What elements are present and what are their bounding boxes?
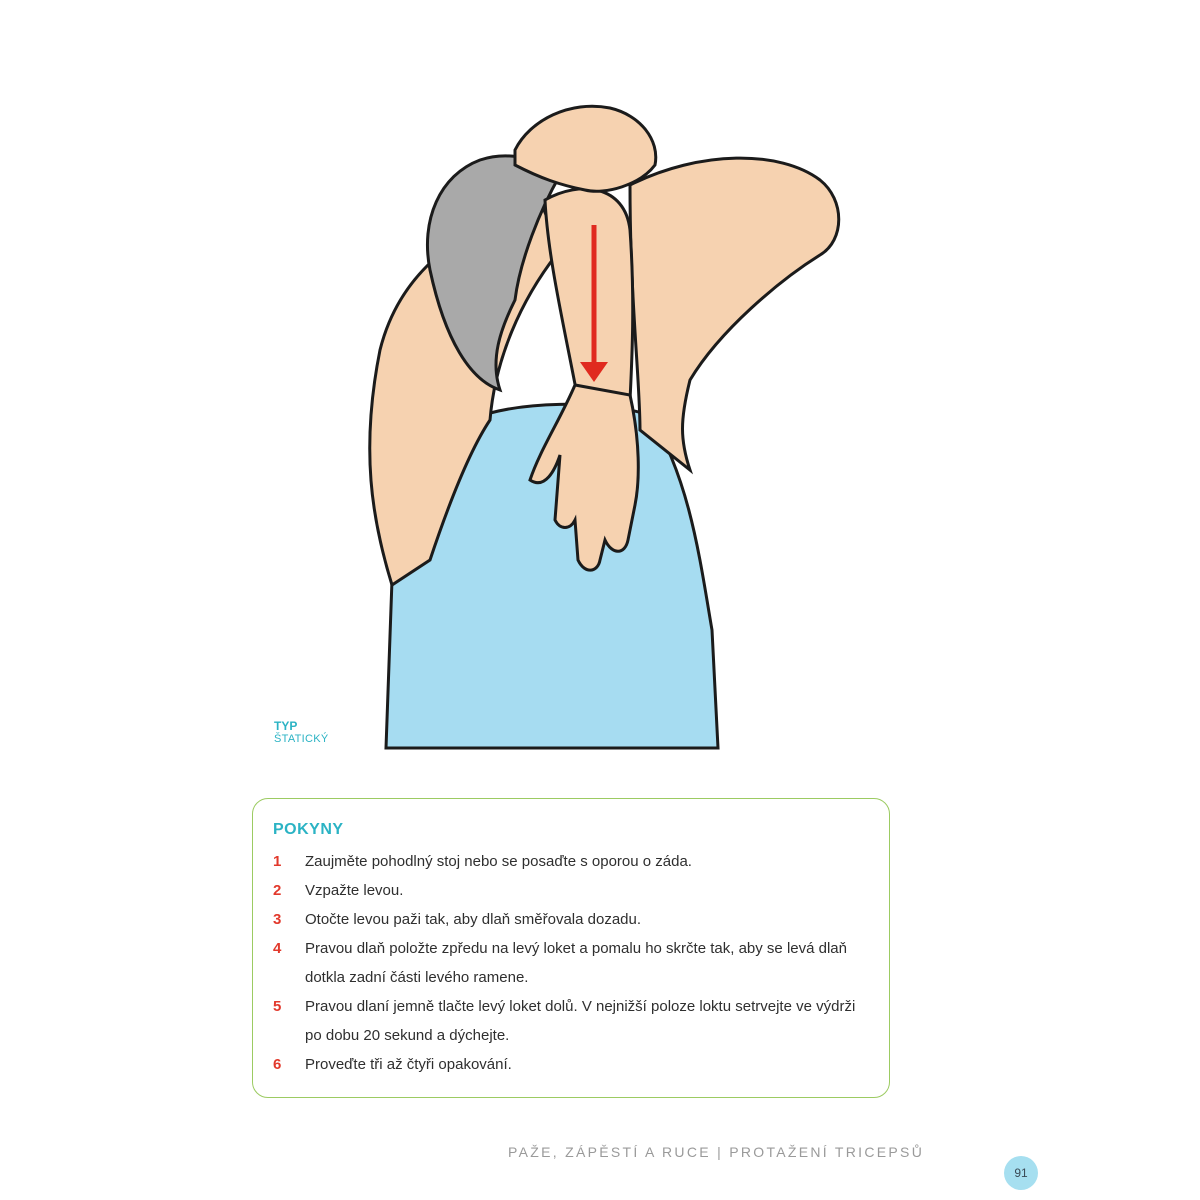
instruction-step [273,934,869,992]
type-label: TYP [274,719,298,733]
exercise-type [274,720,329,745]
step-text: Pravou dlaní jemně tlačte levý loket dolů. V nejnižší poloze loktu setrvejte ve výdrži po dobu 20 sekund a dýchejte. [305,998,856,1044]
instruction-step [273,905,869,934]
running-footer: PAŽE, ZÁPĚSTÍ A RUCE | PROTAŽENÍ TRICEPSŮ [508,1144,925,1160]
instruction-step [273,992,869,1050]
step-text: Vzpažte levou. [305,882,404,899]
step-text: Pravou dlaň položte zpředu na levý loket a pomalu ho skrčte tak, aby se levá dlaň dotkla zadní části levého ramene. [305,940,847,986]
instruction-step [273,847,869,876]
step-number: 2 [273,882,282,899]
page-number: 91 [1004,1156,1038,1190]
step-number: 6 [273,1056,282,1073]
step-text: Proveďte tři až čtyři opakování. [305,1056,512,1073]
step-number: 1 [273,853,282,870]
instruction-step [273,1050,869,1079]
instructions-card [252,798,890,1098]
instructions-list [273,847,869,1079]
step-number: 3 [273,911,282,928]
step-number: 5 [273,998,282,1015]
type-value: ŠTATICKÝ [274,733,329,746]
step-text: Otočte levou paži tak, aby dlaň směřovala dozadu. [305,911,642,928]
step-text: Zaujměte pohodlný stoj nebo se posaďte s oporou o záda. [305,853,692,870]
instruction-step [273,876,869,905]
step-number: 4 [273,940,282,957]
upper-arm-right [630,158,839,470]
instructions-title: POKYNY [273,821,344,838]
